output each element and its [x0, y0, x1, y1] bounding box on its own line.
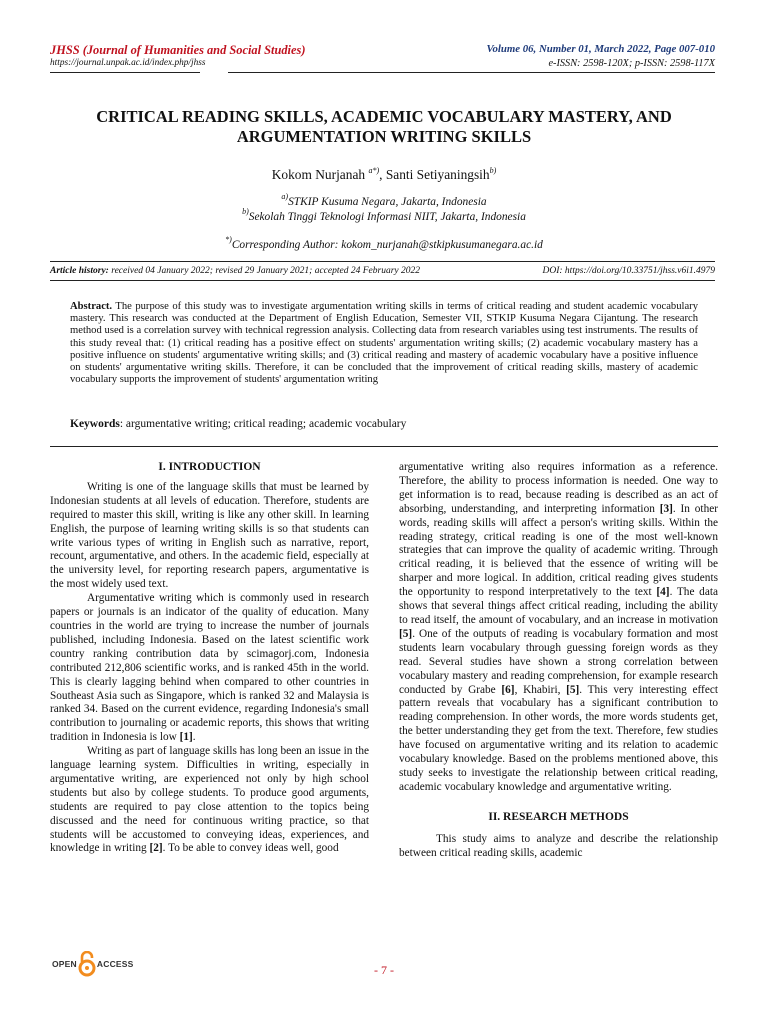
open-access-right: ACCESS — [96, 959, 134, 969]
citation[interactable]: [2] — [149, 842, 163, 855]
abstract-label: Abstract. — [70, 301, 113, 312]
paragraph-text: Writing as part of language skills has long been an issue in the language learning system. Difficulties in writing, especially in argumentative writing, are experienced not only by high school students but also by college students. To produce good arguments, students are required to pay close attention to the topics being discussed and the need for continuous writing practice, so that students will be accustomed to conveying ideas, experiences, and knowledge in writing — [50, 745, 369, 855]
corresponding-text: Corresponding Author: kokom_nurjanah@stkipkusumanegara.ac.id — [231, 239, 543, 251]
abstract-text: The purpose of this study was to investigate argumentation writing skills in terms of critical reading and student academic vocabulary mastery. This research was conducted at the Department of English Education, Semester VII, STKIP Kusuma Negara Cijantung. The research method used is a correlation survey with technical regression analysis. Collecting data from research variables using test instruments. The results of this study reveal that: (1) critical reading has a positive effect on students' argumentation writing skills; (2) academic vocabulary mastery has a positive influence on students' argumentative writing skills; and (3) critical reading and mastery of academic vocabulary have a positive influence on students' argumentative writing skills. Therefore, it can be concluded that the improvement of critical reading skills, mastery of academic vocabulary supports the improvement of students' argumentation writing — [70, 301, 698, 386]
issn-info: e-ISSN: 2598-120X; p-ISSN: 2598-117X — [548, 58, 715, 69]
paragraph-text: . The data shows that several things affect critical reading, including the ability to read itself, the amount of vocabulary, and an increase in motivation — [399, 586, 719, 626]
keywords — [70, 418, 698, 430]
paragraph: This study aims to analyze and describe the relationship between critical reading skills, academic — [399, 832, 718, 859]
paragraph-text: , Khabiri, — [514, 683, 567, 696]
header-rule-gap — [200, 71, 228, 74]
paragraph: Writing is one of the language skills that must be learned by Indonesian students at all levels of education. Therefore, students are required to master this skill, writing is like any other skill. In learning English, the purpose of learning writing skills is so that students can write various types of writing in English such as narrative, report, recount, argumentative, and others. In the academic field, especially at the university level, for reporting research papers, argumentative is the most widely used text. — [50, 480, 369, 591]
affiliation-text: Sekolah Tinggi Teknologi Informasi NIIT, Jakarta, Indonesia — [248, 211, 526, 223]
keywords-text: : argumentative writing; critical reading; academic vocabulary — [119, 418, 407, 430]
citation[interactable]: [6] — [501, 683, 515, 696]
volume-info: Volume 06, Number 01, March 2022, Page 007-010 — [486, 43, 715, 55]
author-separator: , — [379, 167, 386, 182]
left-column — [50, 461, 369, 856]
section-heading: I. INTRODUCTION — [158, 461, 261, 473]
paper-title: CRITICAL READING SKILLS, ACADEMIC VOCABULARY MASTERY, AND ARGUMENTATION WRITING SKILLS — [96, 107, 672, 146]
doi-link[interactable]: DOI: https://doi.org/10.33751/jhss.v6i1.4979 — [542, 266, 715, 276]
paragraph-text: . One of the outputs of reading is vocabulary formation and most students learn vocabulary through guessing foreign words as they read. Several studies have shown a strong correlation between vocabulary mastery and reading comprehension, for example research conducted by Grabe — [399, 627, 718, 696]
history-rule-top — [50, 261, 715, 262]
author-name: Kokom Nurjanah — [271, 167, 366, 182]
citation[interactable]: [4] — [656, 586, 670, 599]
paragraph-text: . This very interesting effect pattern reveals that vocabulary has a significant contribution to reading comprehension. In other words, the more words students get, the better understanding they get from the text. Therefore, few studies have focused on argumentative writing and its relation to academic vocabulary knowledge. Based on the problems mentioned above, this study seeks to investigate the relationship between critical reading, academic vocabulary knowledge and argumentative writing. — [399, 683, 718, 793]
paragraph-text: . — [192, 731, 196, 744]
citation[interactable]: [5] — [566, 683, 580, 696]
affiliation — [50, 207, 718, 223]
author-mark: a*) — [368, 166, 380, 175]
paragraph — [399, 461, 718, 795]
citation[interactable]: [1] — [179, 731, 193, 744]
corresponding-author — [50, 235, 718, 251]
history-label: Article history: — [50, 266, 109, 276]
paragraph — [50, 592, 369, 745]
citation[interactable]: [5] — [399, 627, 413, 640]
keywords-label: Keywords — [70, 418, 120, 430]
journal-title: JHSS (Journal of Humanities and Social Studies) — [50, 43, 306, 57]
author-mark: b) — [489, 166, 497, 175]
paragraph-text: . To be able to convey ideas well, good — [162, 842, 339, 855]
page-number: - 7 - — [374, 963, 394, 977]
author-name: Santi Setiyaningsih — [385, 167, 490, 182]
citation[interactable]: [3] — [659, 502, 673, 515]
article-history — [50, 266, 420, 276]
author-line — [50, 166, 718, 183]
history-text: received 04 January 2022; revised 29 January 2021; accepted 24 February 2022 — [108, 266, 420, 276]
affiliation — [50, 192, 718, 208]
body-rule — [50, 446, 718, 447]
header-rule — [50, 72, 715, 73]
history-rule-bottom — [50, 280, 715, 281]
abstract — [70, 301, 698, 386]
right-column — [399, 461, 718, 860]
affiliation-text: STKIP Kusuma Negara, Jakarta, Indonesia — [288, 196, 487, 208]
open-access-left: OPEN — [52, 959, 77, 969]
paragraph — [50, 745, 369, 856]
paragraph-text: Argumentative writing which is commonly used in research papers or journals is an indicator of the quality of education. Many countries in the world are trying to increase the number of journals published, including Indonesia. Based on the latest scientific work country ranking contribution data by scimagorj.com, Indonesia contributed 212,806 scientific works, and is ranked 45th in the world. This is clearly lagging behind when compared to other countries in Southeast Asia such as Singapore, which is ranked 32 and Malaysia is ranked 34. Based on the current evidence, regarding Indonesia's small contribution to journaling or academic reports, this shows that writing tradition in Indonesia is low — [50, 592, 369, 744]
corresponding-mark: *) — [225, 235, 232, 244]
paragraph-text: argumentative writing also requires information as a reference. Therefore, the ability to process information is needed. One way to get information is to read, because reading is described as an act of absorbing, understanding, and interpreting information — [399, 461, 718, 515]
affiliation-mark: b) — [242, 207, 249, 216]
journal-url[interactable]: https://journal.unpak.ac.id/index.php/jhss — [50, 58, 206, 68]
paragraph-text: . In other words, reading skills will affect a person's writing skills. Within the reading strategy, critical reading is one of the most well-known strategies that can improve the quality of academic writing. Through critical reading, it is believed that the essence of writing will be sharper and more logical. In addition, critical reading gives students the opportunity to respond interpretatively to the text — [399, 502, 718, 599]
section-heading: II. RESEARCH METHODS — [488, 810, 629, 823]
affiliation-mark: a) — [281, 192, 289, 201]
